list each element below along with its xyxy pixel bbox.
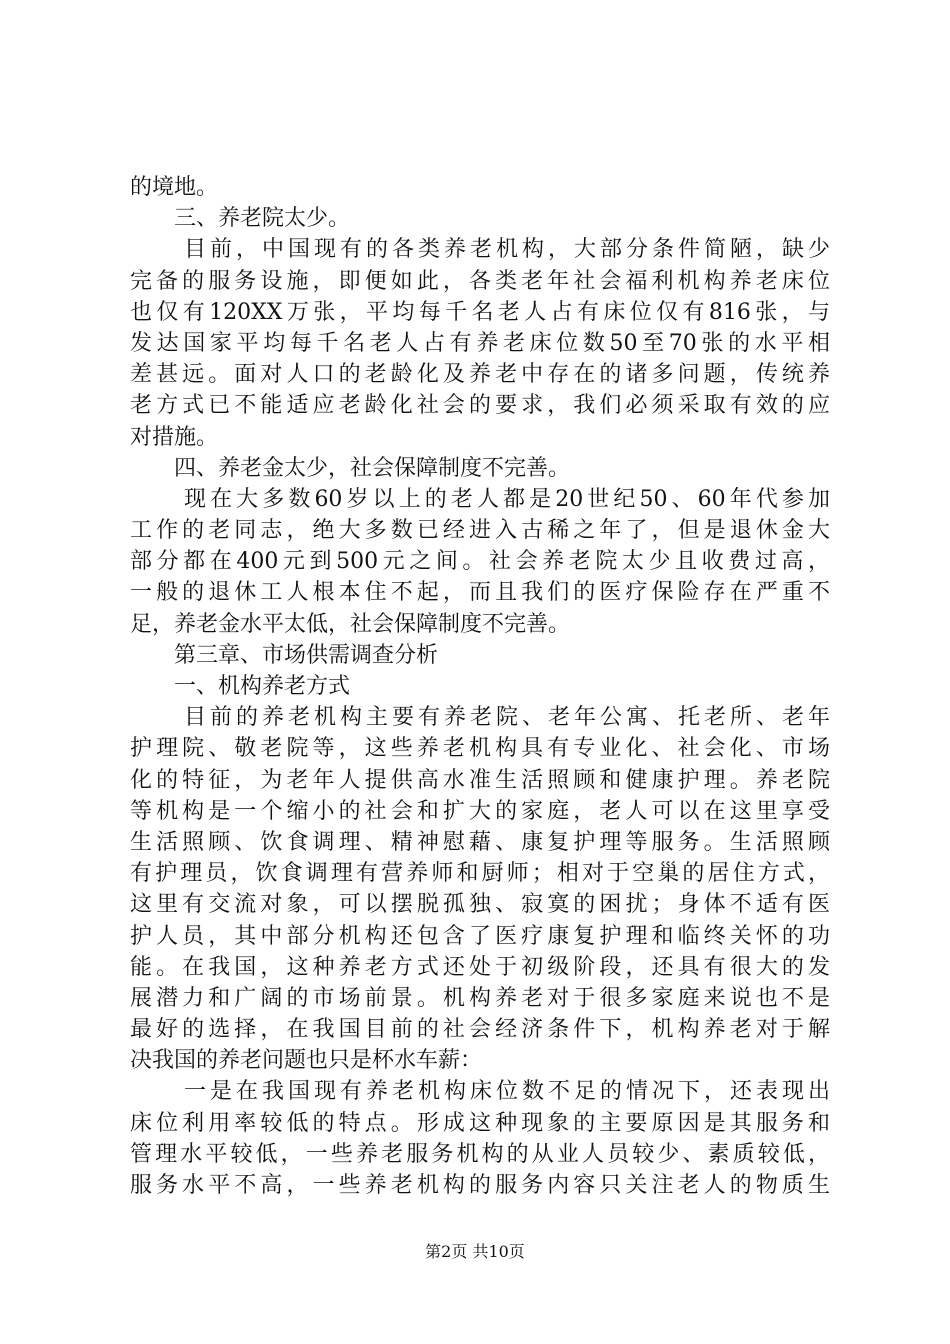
text-line: 护理院、敬老院等，这些养老机构具有专业化、社会化、市场 — [130, 736, 830, 762]
paragraph-first-line: 目前，中国现有的各类养老机构，大部分条件简陋，缺少 — [184, 237, 830, 263]
text-line: 一般的退休工人根本住不起，而且我们的医疗保险存在严重不 — [130, 580, 830, 606]
section-heading: 一、机构养老方式 — [174, 674, 351, 699]
text-line: 差甚远。面对人口的老龄化及养老中存在的诸多问题，传统养 — [130, 362, 830, 388]
text-line: 管理水平较低，一些养老服务机构的从业人员较少、素质较低， — [130, 1141, 830, 1167]
text-line: 工作的老同志，绝大多数已经进入古稀之年了，但是退休金大 — [130, 518, 830, 544]
chapter-heading: 第三章、市场供需调查分析 — [174, 642, 439, 668]
paragraph-first-line: 目前的养老机构主要有养老院、老年公寓、托老所、老年 — [184, 705, 830, 731]
text-line: 护人员，其中部分机构还包含了医疗康复护理和临终关怀的功 — [130, 923, 830, 949]
text-line: 足，养老金水平太低，社会保障制度不完善。 — [130, 611, 571, 637]
text-line: 完备的服务设施，即便如此，各类老年社会福利机构养老床位 — [130, 268, 830, 294]
section-heading: 四、养老金太少，社会保障制度不完善。 — [174, 455, 571, 481]
text-line: 决我国的养老问题也只是杯水车薪： — [130, 1048, 483, 1074]
text-line: 老方式已不能适应老龄化社会的要求，我们必须采取有效的应 — [130, 393, 830, 419]
text-line: 有护理员，饮食调理有营养师和厨师；相对于空巢的居住方式， — [130, 861, 830, 887]
text-line: 发达国家平均每千名老人占有养老床位数50至70张的水平相 — [130, 330, 830, 356]
text-line: 最好的选择，在我国目前的社会经济条件下，机构养老对于解 — [130, 1017, 830, 1043]
text-line: 等机构是一个缩小的社会和扩大的家庭，老人可以在这里享受 — [130, 798, 830, 824]
page-number-footer: 第2页 共10页 — [425, 1242, 525, 1261]
text-line: 的境地。 — [130, 175, 219, 200]
document-body — [130, 172, 830, 1201]
text-line: 能。在我国，这种养老方式还处于初级阶段，还具有很大的发 — [130, 954, 830, 980]
paragraph-first-line: 一是在我国现有养老机构床位数不足的情况下，还表现出 — [184, 1079, 830, 1105]
text-line: 部分都在400元到500元之间。社会养老院太少且收费过高， — [130, 549, 830, 575]
text-line: 对措施。 — [130, 424, 219, 450]
text-line: 生活照顾、饮食调理、精神慰藉、康复护理等服务。生活照顾 — [130, 829, 830, 855]
text-line: 也仅有120XX万张，平均每千名老人占有床位仅有816张，与 — [130, 299, 830, 325]
paragraph-first-line: 现在大多数60岁以上的老人都是20世纪50、60年代参加 — [184, 486, 830, 512]
section-heading: 三、养老院太少。 — [174, 206, 351, 232]
text-line: 展潜力和广阔的市场前景。机构养老对于很多家庭来说也不是 — [130, 985, 830, 1011]
text-line: 床位利用率较低的特点。形成这种现象的主要原因是其服务和 — [130, 1110, 830, 1136]
text-line: 服务水平不高，一些养老机构的服务内容只关注老人的物质生 — [130, 1173, 830, 1198]
text-line: 这里有交流对象，可以摆脱孤独、寂寞的困扰；身体不适有医 — [130, 892, 830, 918]
text-line: 化的特征，为老年人提供高水准生活照顾和健康护理。养老院 — [130, 767, 830, 793]
